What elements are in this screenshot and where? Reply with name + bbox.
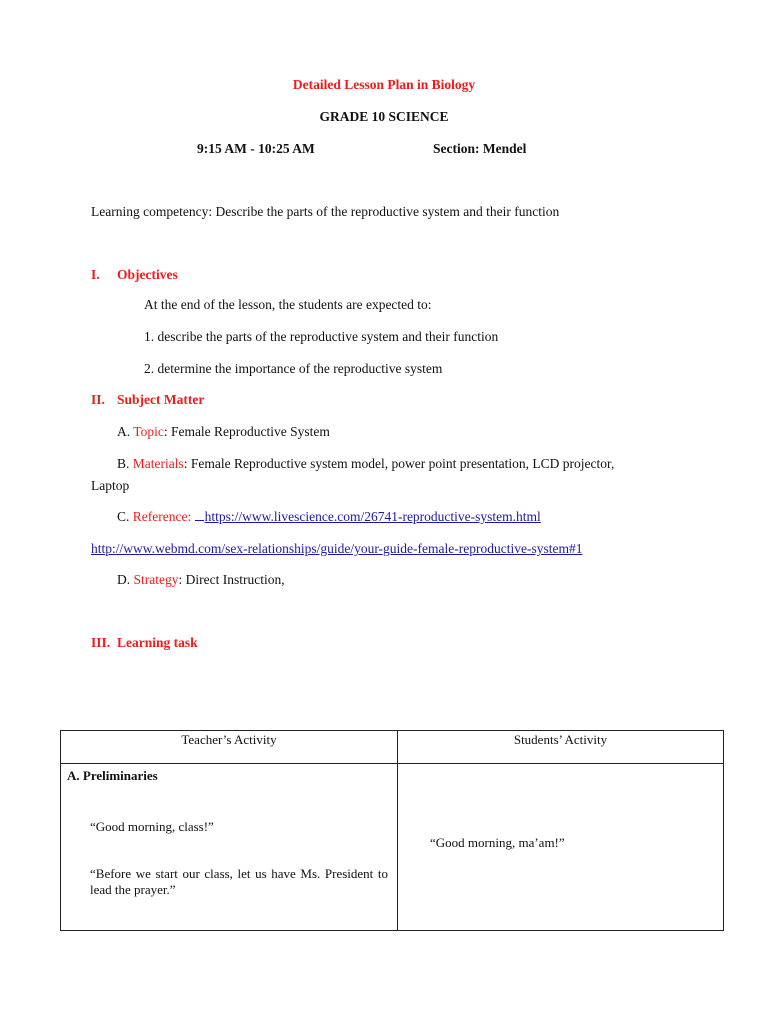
objectives-number: I.: [91, 267, 100, 282]
objectives-title: Objectives: [117, 267, 178, 282]
topic-line: [117, 424, 330, 440]
subject-matter-number: II.: [91, 392, 105, 407]
strategy-prefix: D.: [117, 572, 134, 587]
materials-line: [117, 456, 614, 472]
link-underline-gap: [195, 509, 204, 521]
student-line-greeting: “Good morning, ma’am!”: [430, 835, 565, 850]
teacher-line-greeting: “Good morning, class!”: [90, 819, 214, 834]
learning-task-title: Learning task: [117, 635, 198, 650]
reference-prefix: C.: [117, 509, 133, 524]
topic-label: Topic: [133, 424, 164, 439]
class-section: Section: Mendel: [433, 141, 527, 156]
strategy-label: Strategy: [133, 572, 179, 587]
materials-continuation: Laptop: [91, 478, 130, 493]
reference-label: Reference:: [132, 509, 192, 524]
materials-prefix: B.: [117, 456, 133, 471]
strategy-value: : Direct Instruction,: [178, 572, 285, 587]
reference-link-livescience[interactable]: https://www.livescience.com/26741-reproductive-system.html: [204, 509, 541, 524]
students-activity-cell: [398, 764, 724, 931]
table-header-row: [61, 731, 724, 764]
subject-matter-title: Subject Matter: [117, 392, 205, 407]
objective-item-2: 2. determine the importance of the reproductive system: [144, 361, 443, 376]
table-row: [61, 764, 724, 931]
objectives-intro: At the end of the lesson, the students are expected to:: [144, 297, 432, 312]
learning-task-table: [60, 730, 724, 931]
topic-prefix: A.: [117, 424, 134, 439]
teacher-activity-cell: [61, 764, 398, 931]
objectives-heading: [91, 267, 178, 283]
learning-task-number: III.: [91, 635, 111, 650]
grade-level: GRADE 10 SCIENCE: [319, 109, 449, 124]
learning-competency: Learning competency: Describe the parts of the reproductive system and their function: [91, 204, 560, 219]
document-title: Detailed Lesson Plan in Biology: [292, 77, 476, 92]
class-time: 9:15 AM - 10:25 AM: [197, 141, 315, 156]
topic-value: : Female Reproductive System: [163, 424, 330, 439]
subject-matter-heading: [91, 392, 204, 408]
learning-task-heading: [91, 635, 198, 651]
teacher-activity-header: Teacher’s Activity: [61, 731, 398, 764]
reference-line: [117, 509, 541, 525]
objective-item-1: 1. describe the parts of the reproductive system and their function: [144, 329, 499, 344]
preliminaries-label: A. Preliminaries: [67, 768, 158, 783]
reference-link-webmd[interactable]: http://www.webmd.com/sex-relationships/guide/your-guide-female-reproductive-system#1: [91, 541, 583, 556]
teacher-line-prayer: “Before we start our class, let us have Ms. President to lead the prayer.”: [90, 866, 388, 897]
students-activity-header: Students’ Activity: [398, 731, 724, 764]
materials-label: Materials: [132, 456, 184, 471]
materials-value: : Female Reproductive system model, power point presentation, LCD projector,: [183, 456, 615, 471]
strategy-line: [117, 572, 285, 588]
